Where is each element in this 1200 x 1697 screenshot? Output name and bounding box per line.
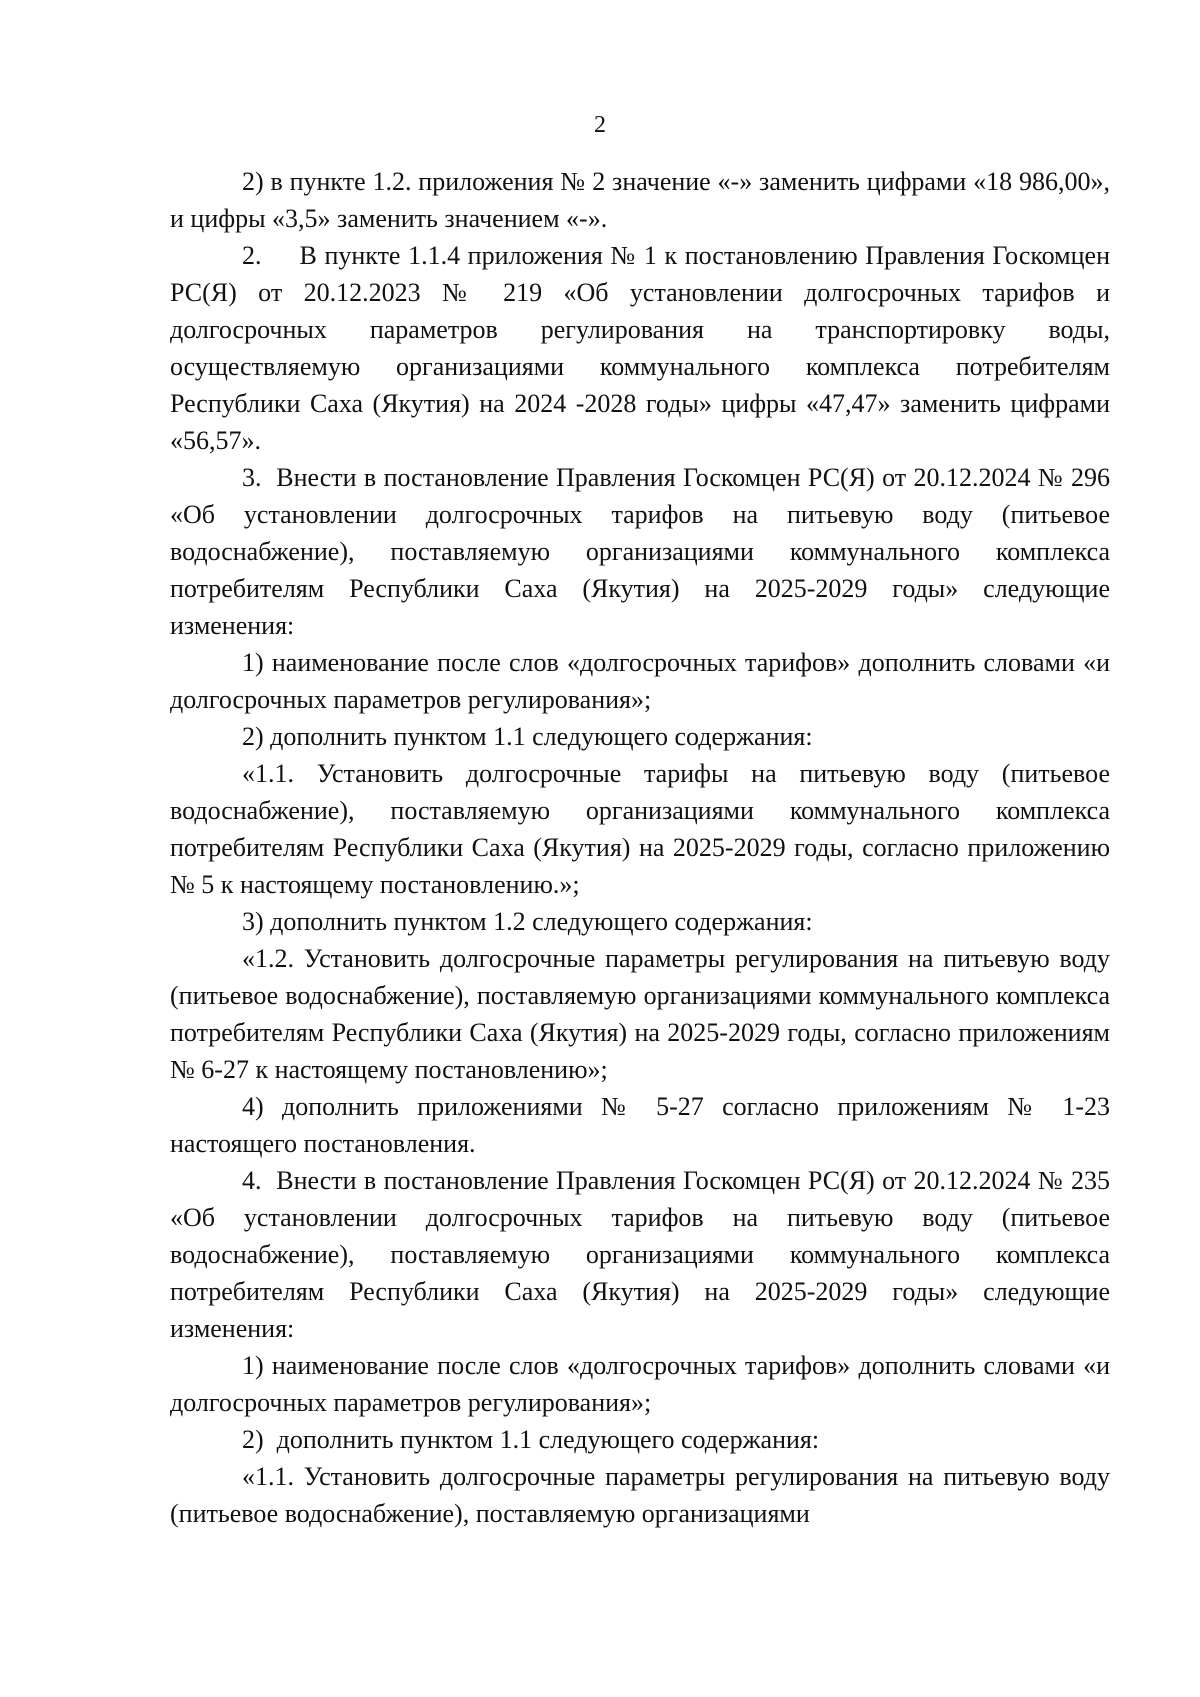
document-body	[170, 163, 1110, 1532]
paragraph-section-3-item-2: 2) дополнить пунктом 1.1 следующего содержания:	[242, 722, 813, 751]
paragraph-item-2-1-2: 2) в пункте 1.2. приложения № 2 значение «-» заменить цифрами «18 986,00», и цифры «3,5» заменить значением «-».	[170, 167, 1110, 233]
paragraph-section-4-item-2: 2) дополнить пунктом 1.1 следующего содержания:	[242, 1425, 820, 1454]
paragraph-section-4-item-1: 1) наименование после слов «долгосрочных тарифов» дополнить словами «и долгосрочных параметров регулирования»;	[170, 1351, 1110, 1417]
paragraph-section-3-quote-1-2: «1.2. Установить долгосрочные параметры регулирования на питьевую воду (питьевое водоснабжение), поставляемую организациями коммунального комплекса потребителям Республики Саха (Якутия) на 2025-2029 годы, согласно приложениям № 6-27 к настоящему постановлению»;	[170, 944, 1110, 1084]
paragraph-section-3-item-3: 3) дополнить пунктом 1.2 следующего содержания:	[242, 907, 813, 936]
page-number: 2	[594, 112, 606, 138]
paragraph-section-3-item-4: 4) дополнить приложениями № 5-27 согласно приложениям № 1-23 настоящего постановления.	[170, 1092, 1110, 1158]
paragraph-section-4-quote-1-1: «1.1. Установить долгосрочные параметры регулирования на питьевую воду (питьевое водоснабжение), поставляемую организациями	[170, 1462, 1110, 1528]
paragraph-section-2: 2. В пункте 1.1.4 приложения № 1 к постановлению Правления Госкомцен РС(Я) от 20.12.2023 № 219 «Об установлении долгосрочных тарифов и долгосрочных параметров регулирования на транспортировку воды, осуществляемую организациями коммунального комплекса потребителям Республики Саха (Якутия) на 2024 -2028 годы» цифры «47,47» заменить цифрами «56,57».	[170, 241, 1110, 455]
paragraph-section-3-quote-1-1: «1.1. Установить долгосрочные тарифы на питьевую воду (питьевое водоснабжение), поставляемую организациями коммунального комплекса потребителям Республики Саха (Якутия) на 2025-2029 годы, согласно приложению № 5 к настоящему постановлению.»;	[170, 759, 1110, 899]
paragraph-section-4: 4. Внести в постановление Правления Госкомцен РС(Я) от 20.12.2024 № 235 «Об установлении долгосрочных тарифов на питьевую воду (питьевое водоснабжение), поставляемую организациями коммунального комплекса потребителям Республики Саха (Якутия) на 2025-2029 годы» следующие изменения:	[170, 1166, 1110, 1343]
paragraph-section-3-item-1: 1) наименование после слов «долгосрочных тарифов» дополнить словами «и долгосрочных параметров регулирования»;	[170, 648, 1110, 714]
paragraph-section-3: 3. Внести в постановление Правления Госкомцен РС(Я) от 20.12.2024 № 296 «Об установлении долгосрочных тарифов на питьевую воду (питьевое водоснабжение), поставляемую организациями коммунального комплекса потребителям Республики Саха (Якутия) на 2025-2029 годы» следующие изменения:	[170, 463, 1110, 640]
